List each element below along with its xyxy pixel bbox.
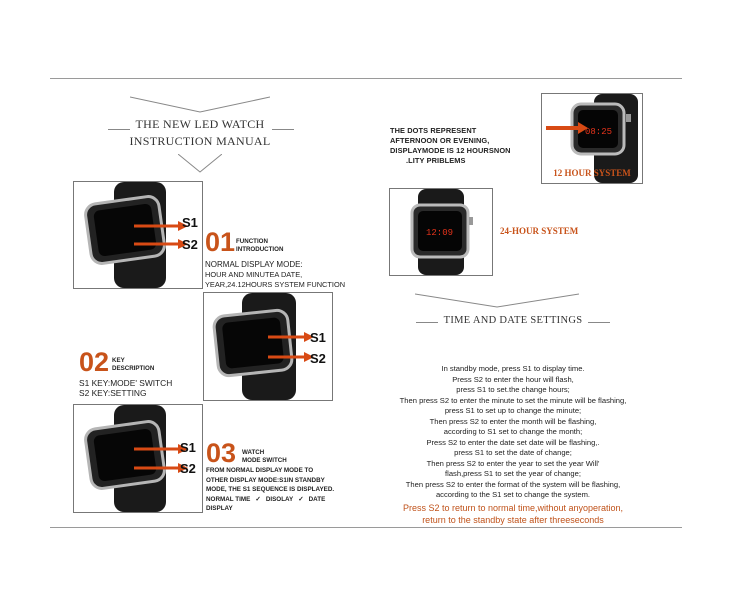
section1-desc-line2: HOUR AND MINUTEA DATE,	[205, 270, 303, 279]
instruction-line: Then press S2 to enter the format of the system will be flashing,	[405, 479, 621, 489]
section3-caption-line2: MODE SWITCH	[242, 456, 287, 464]
dots-note	[390, 126, 550, 166]
section3-caption-line1: WATCH	[242, 449, 265, 456]
twenty-four-hour-box	[389, 188, 493, 276]
section2-desc	[79, 378, 172, 398]
instruction-line: Press S2 to enter the hour will flash,	[452, 374, 574, 384]
section2-number: 02	[79, 347, 110, 377]
dots-note-line1: THE DOTS REPRESENT	[390, 126, 477, 135]
section1-caption-line1: FUNCTION	[236, 238, 268, 245]
settings-instructions	[378, 364, 648, 526]
box1-s2-label: S2	[182, 237, 198, 252]
section3-desc-line5: DISPLAY	[206, 505, 233, 513]
instruction-line: Then press S2 to enter the year to set the year Will'	[426, 458, 600, 468]
section1-number: 01	[205, 227, 236, 257]
section3-desc-line1: FROM NORMAL DISPLAY MODE TO	[206, 467, 314, 474]
twelve-hour-readout: 08:25	[585, 127, 613, 137]
box2-s1-label: S1	[310, 330, 326, 345]
box2-s2-label: S2	[310, 351, 326, 366]
check-arrow-icon: ✓	[255, 495, 261, 503]
instruction-line: In standby mode, press S1 to display time.	[441, 364, 585, 373]
instruction-line: according to the S1 set to change the system.	[435, 490, 591, 499]
instruction-orange-line2: return to the standby state after threeseconds	[422, 514, 604, 525]
section3-caption	[242, 449, 287, 464]
section3-desc-line3: MODE, THE S1 SEQUENCE IS DISPLAYED.	[206, 486, 335, 494]
section1-desc	[205, 260, 355, 290]
top-rule	[50, 78, 682, 79]
section1-caption-line2: INTRODUCTION	[236, 245, 284, 253]
section2-caption-line2: DESCRIPTION	[112, 364, 155, 372]
section2-desc-line2: S2 KEY:SETTING	[79, 388, 147, 398]
twenty-four-hour-readout: 12:09	[426, 228, 454, 238]
watch-image-2	[204, 293, 332, 400]
section2-caption-line1: KEY	[112, 357, 125, 364]
instruction-line: Press S2 to enter the date set date will be flashing,.	[426, 437, 600, 447]
section3-date: DATE	[308, 495, 326, 503]
twenty-four-hour-label: 24-HOUR SYSTEM	[500, 226, 579, 236]
settings-rule-left	[416, 322, 438, 323]
twenty-four-hour-watch-image	[390, 189, 492, 275]
watch-box-2	[203, 292, 333, 401]
section3-display: DISOLAY	[265, 495, 294, 503]
bottom-rule	[50, 527, 682, 528]
dots-note-line3: DISPLAYMODE IS 12 HOURSNON	[390, 146, 511, 155]
dots-note-line4: .LITY PRIBLEMS	[406, 156, 466, 165]
instruction-line: Then press S2 to enter the minute to set the minute will be flashing,	[399, 395, 627, 405]
settings-rule-right	[588, 322, 610, 323]
twelve-hour-box	[541, 93, 643, 184]
section1-caption	[236, 238, 283, 253]
instruction-line: Then press S2 to enter the month will be flashing,	[429, 416, 597, 426]
watch-box-1	[73, 181, 203, 289]
box3-s2-label: S2	[180, 461, 196, 476]
section2-caption	[112, 357, 154, 372]
instruction-line: flash,press S1 to set the year of change;	[445, 469, 581, 478]
section3-desc-line2: OTHER DISPLAY MODE:S1IN STANDBY	[206, 476, 325, 484]
instruction-line: press S1 to set up to change the minute;	[444, 406, 582, 415]
title-chevron-top	[130, 96, 270, 114]
manual-title-line1: THE NEW LED WATCH	[135, 117, 265, 131]
title-chevron-bottom	[178, 154, 222, 174]
title-rule-right	[272, 129, 294, 130]
watch-box-3	[73, 404, 203, 513]
instruction-line: press S1 to set the date of change;	[454, 448, 572, 457]
twelve-hour-label: 12 HOUR SYSTEM	[553, 168, 631, 178]
manual-title-line2: INSTRUCTION MANUAL	[129, 134, 271, 148]
instruction-line: according to S1 set to change the month;	[443, 427, 583, 436]
settings-chevron	[415, 293, 579, 309]
watch-image-1	[74, 182, 202, 288]
section2-desc-line1: S1 KEY:MODE' SWITCH	[79, 378, 173, 388]
instruction-orange-line1: Press S2 to return to normal time,without anyoperation,	[402, 502, 624, 513]
section3-normal-time: NORMAL TIME	[206, 495, 251, 503]
section1-desc-line3: YEAR,24.12HOURS SYSTEM FUNCTION	[205, 280, 346, 289]
section3-desc	[206, 466, 346, 514]
check-arrow-icon: ✓	[298, 495, 304, 503]
box3-s1-label: S1	[180, 440, 196, 455]
instruction-line: press S1 to set.the change hours;	[456, 385, 570, 394]
watch-image-3	[74, 405, 202, 512]
section3-desc-line4	[206, 495, 346, 505]
dots-note-line2: AFTERNOON OR EVENING,	[390, 136, 490, 145]
box1-s1-label: S1	[182, 215, 198, 230]
title-rule-left	[108, 129, 130, 130]
section1-desc-line1: NORMAL DISPLAY MODE:	[205, 260, 303, 269]
settings-heading: TIME AND DATE SETTINGS	[443, 315, 583, 326]
section3-number: 03	[206, 438, 237, 468]
